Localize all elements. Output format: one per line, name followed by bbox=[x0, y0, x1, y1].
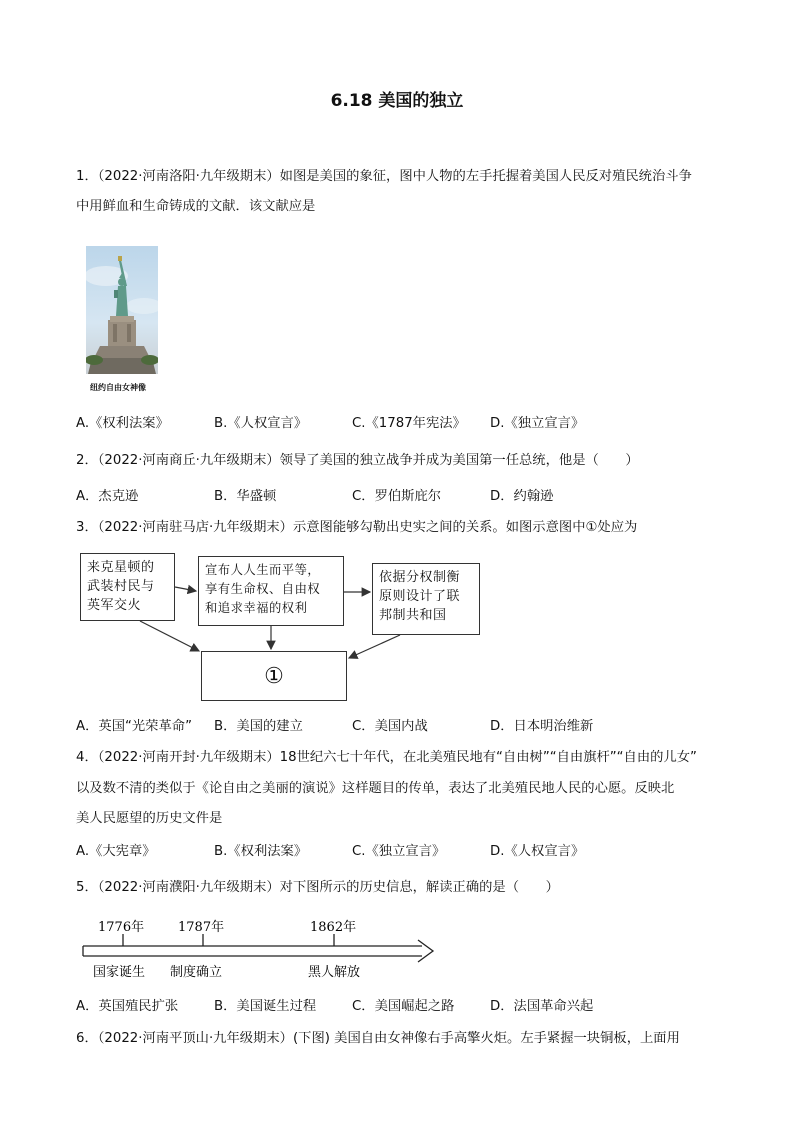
question-5-line-1: 5．（2022·河南濮阳·九年级期末）对下图所示的历史信息，解读正确的是（ ） bbox=[76, 880, 559, 895]
option-b[interactable]: B．美国诞生过程 bbox=[214, 999, 317, 1014]
box-1-line-1: 来克星顿的 bbox=[87, 560, 155, 575]
option-a[interactable]: A．杰克逊 bbox=[76, 489, 139, 504]
box-3-line-3: 邦制共和国 bbox=[379, 608, 447, 623]
option-a[interactable]: A.《权利法案》 bbox=[76, 416, 169, 431]
timeline-event-3: 黑人解放 bbox=[308, 965, 361, 980]
question-1-line-2: 中用鲜血和生命铸成的文献．该文献应是 bbox=[76, 199, 316, 214]
question-4-line-3: 美人民愿望的历史文件是 bbox=[76, 811, 223, 826]
option-c[interactable]: C.《独立宣言》 bbox=[352, 844, 446, 859]
option-d[interactable]: D．日本明治维新 bbox=[490, 719, 594, 734]
question-6-line-1: 6．（2022·河南平顶山·九年级期末）(下图) 美国自由女神像右手高擎火炬。左手紧握一块铜板，上面用 bbox=[76, 1031, 680, 1046]
option-b[interactable]: B．华盛顿 bbox=[214, 489, 277, 504]
question-4-line-1: 4．（2022·河南开封·九年级期末）18世纪六七十年代，在北美殖民地有“自由树”“自由旗杆”“自由的儿女” bbox=[76, 750, 697, 765]
timeline-year-1: 1776年 bbox=[98, 920, 145, 935]
option-d[interactable]: D．约翰逊 bbox=[490, 489, 554, 504]
option-a[interactable]: A.《大宪章》 bbox=[76, 844, 156, 859]
option-a[interactable]: A．英国“光荣革命” bbox=[76, 719, 192, 734]
option-b[interactable]: B.《权利法案》 bbox=[214, 844, 308, 859]
timeline-event-2: 制度确立 bbox=[170, 965, 223, 980]
timeline-year-3: 1862年 bbox=[310, 920, 357, 935]
option-c[interactable]: C．罗伯斯庇尔 bbox=[352, 489, 442, 504]
box-3-line-2: 原则设计了联 bbox=[379, 589, 461, 604]
timeline-event-1: 国家诞生 bbox=[93, 965, 146, 980]
option-c[interactable]: C.《1787年宪法》 bbox=[352, 416, 466, 431]
option-b[interactable]: B．美国的建立 bbox=[214, 719, 303, 734]
question-5-options bbox=[76, 998, 593, 1016]
box-3-line-1: 依据分权制衡 bbox=[379, 570, 461, 585]
circled-one-label: ① bbox=[264, 663, 284, 689]
box-1-line-3: 英军交火 bbox=[87, 598, 142, 613]
question-1-line-1: 1．（2022·河南洛阳·九年级期末）如图是美国的象征，图中人物的左手托握着美国人民反对殖民统治斗争 bbox=[76, 169, 692, 184]
timeline-arrowhead bbox=[418, 940, 433, 962]
box-2-line-1: 宣布人人生而平等， bbox=[205, 563, 321, 577]
box-2-line-3: 和追求幸福的权利 bbox=[205, 601, 308, 615]
option-d[interactable]: D．法国革命兴起 bbox=[490, 999, 594, 1014]
option-a[interactable]: A．英国殖民扩张 bbox=[76, 999, 179, 1014]
page-title: 6.18 美国的独立 bbox=[330, 91, 464, 111]
image-caption: 纽约自由女神像 bbox=[90, 383, 146, 392]
option-b[interactable]: B.《人权宣言》 bbox=[214, 416, 308, 431]
option-c[interactable]: C．美国内战 bbox=[352, 719, 428, 734]
option-d[interactable]: D.《独立宣言》 bbox=[490, 416, 585, 431]
option-c[interactable]: C．美国崛起之路 bbox=[352, 999, 455, 1014]
box-2-line-2: 享有生命权、自由权 bbox=[205, 582, 321, 596]
option-d[interactable]: D.《人权宣言》 bbox=[490, 844, 585, 859]
timeline-year-2: 1787年 bbox=[178, 920, 225, 935]
box-1-line-2: 武装村民与 bbox=[87, 579, 155, 594]
question-4-line-2: 以及数不清的类似于《论自由之美丽的演说》这样题目的传单，表达了北美殖民地人民的心愿。反映北 bbox=[76, 781, 675, 796]
question-3-line-1: 3．（2022·河南驻马店·九年级期末）示意图能够勾勒出史实之间的关系。如图示意图中①处应为 bbox=[76, 520, 638, 535]
question-2-line-1: 2．（2022·河南商丘·九年级期末）领导了美国的独立战争并成为美国第一任总统，他是（ ） bbox=[76, 453, 639, 468]
